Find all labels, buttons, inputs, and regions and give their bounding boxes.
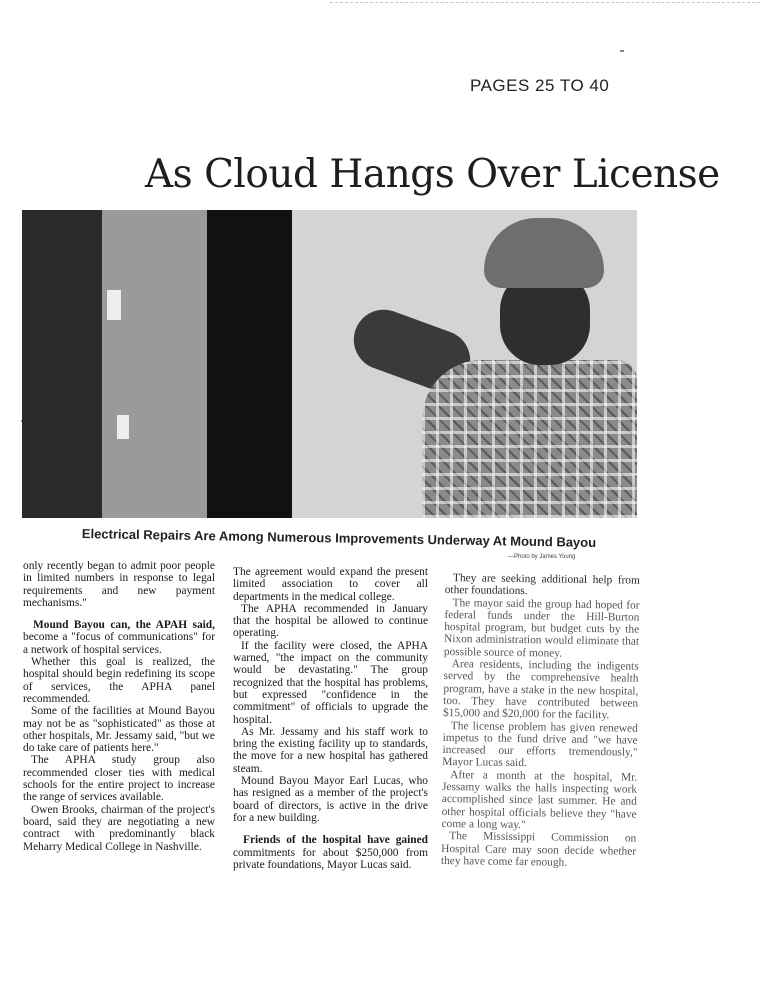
paragraph: Whether this goal is realized, the hospital should begin redefining its scope of services, the APHA panel recommended. <box>23 656 215 705</box>
paragraph-text: commitments for about $250,000 from private foundations, Mayor Lucas said. <box>233 846 428 871</box>
top-scan-edge <box>330 2 760 3</box>
photo-door-sign <box>107 290 121 320</box>
article-column-2 <box>233 566 428 871</box>
headline: As Cloud Hangs Over License <box>145 152 720 197</box>
paragraph: If the facility were closed, the APHA warned, "the impact on the community would be devastating." The group recognized that the hospital has problems, but expressed "confidence in the commitment" of officials to upgrade the hospital. <box>233 639 428 726</box>
news-photo <box>22 210 637 518</box>
paragraph: The agreement would expand the present limited association to cover all departments in the medical college. <box>233 566 428 603</box>
paragraph: The license problem has given renewed impetus to the fund drive and "we have increased our efforts tremendously," Mayor Lucas said. <box>442 719 638 770</box>
scan-speck <box>620 50 624 52</box>
photo-caption: Electrical Repairs Are Among Numerous Improvements Underway At Mound Bayou <box>81 526 597 550</box>
paragraph-text: become a "focus of communications" for a network of hospital services. <box>23 631 215 656</box>
paragraph: Some of the facilities at Mound Bayou may not be as "sophisticated" as those at other hospitals, Mr. Jessamy said, "but we do take care of patients here." <box>23 705 215 755</box>
photo-shadow-area <box>22 210 102 518</box>
paragraph: The mayor said the group had hoped for federal funds under the Hill-Burton hospital program, but budget cuts by the Nixon administration would eliminate that possible source of money. <box>443 596 640 660</box>
pages-label: PAGES 25 TO 40 <box>470 76 610 95</box>
paragraph: only recently began to admit poor people in limited numbers in response to legal requirements and new payment mechanisms." <box>23 560 215 609</box>
article-column-1 <box>23 560 215 853</box>
paragraph: Owen Brooks, chairman of the project's board, said they are negotiating a new contract with predominantly black Meharry Medical College in Nashville. <box>23 803 215 853</box>
photo-door-frame <box>102 210 207 518</box>
photo-door-sign <box>117 415 129 439</box>
photo-worker-plaid-shirt <box>422 360 637 518</box>
article-column-3 <box>441 572 640 870</box>
paragraph <box>23 619 215 656</box>
paragraph: The Mississippi Commission on Hospital Care may soon decide whether they have come far enough. <box>440 830 637 869</box>
subhead-lead: Mound Bayou can, the APAH said, <box>33 619 215 632</box>
paragraph: After a month at the hospital, Mr. Jessamy walks the halls inspecting work accomplished since last summer. He and other hospital officials believe they "have come a long way." <box>441 768 638 832</box>
paragraph: The APHA recommended in January that the hospital be allowed to continue operating. <box>233 602 428 640</box>
paragraph: Mound Bayou Mayor Earl Lucas, who has resigned as a member of the project's board of directors, is active in the drive for a new building. <box>233 775 428 824</box>
paragraph <box>233 834 428 871</box>
photo-credit: —Photo by James Young <box>508 554 576 560</box>
subhead-lead: Friends of the hospital have gained <box>243 834 428 847</box>
paragraph: The APHA study group also recommended closer ties with medical schools for the entire project to increase the range of services available. <box>23 754 215 804</box>
paragraph: They are seeking additional help from other foundations. <box>444 572 640 598</box>
paragraph: As Mr. Jessamy and his staff work to bring the existing facility up to standards, the move for a new hospital has gathered steam. <box>233 725 428 775</box>
paragraph: Area residents, including the indigents served by the comprehensive health program, have a stake in the new hospital, too. They have contributed between $15,000 and $20,000 for the facility. <box>442 658 639 722</box>
